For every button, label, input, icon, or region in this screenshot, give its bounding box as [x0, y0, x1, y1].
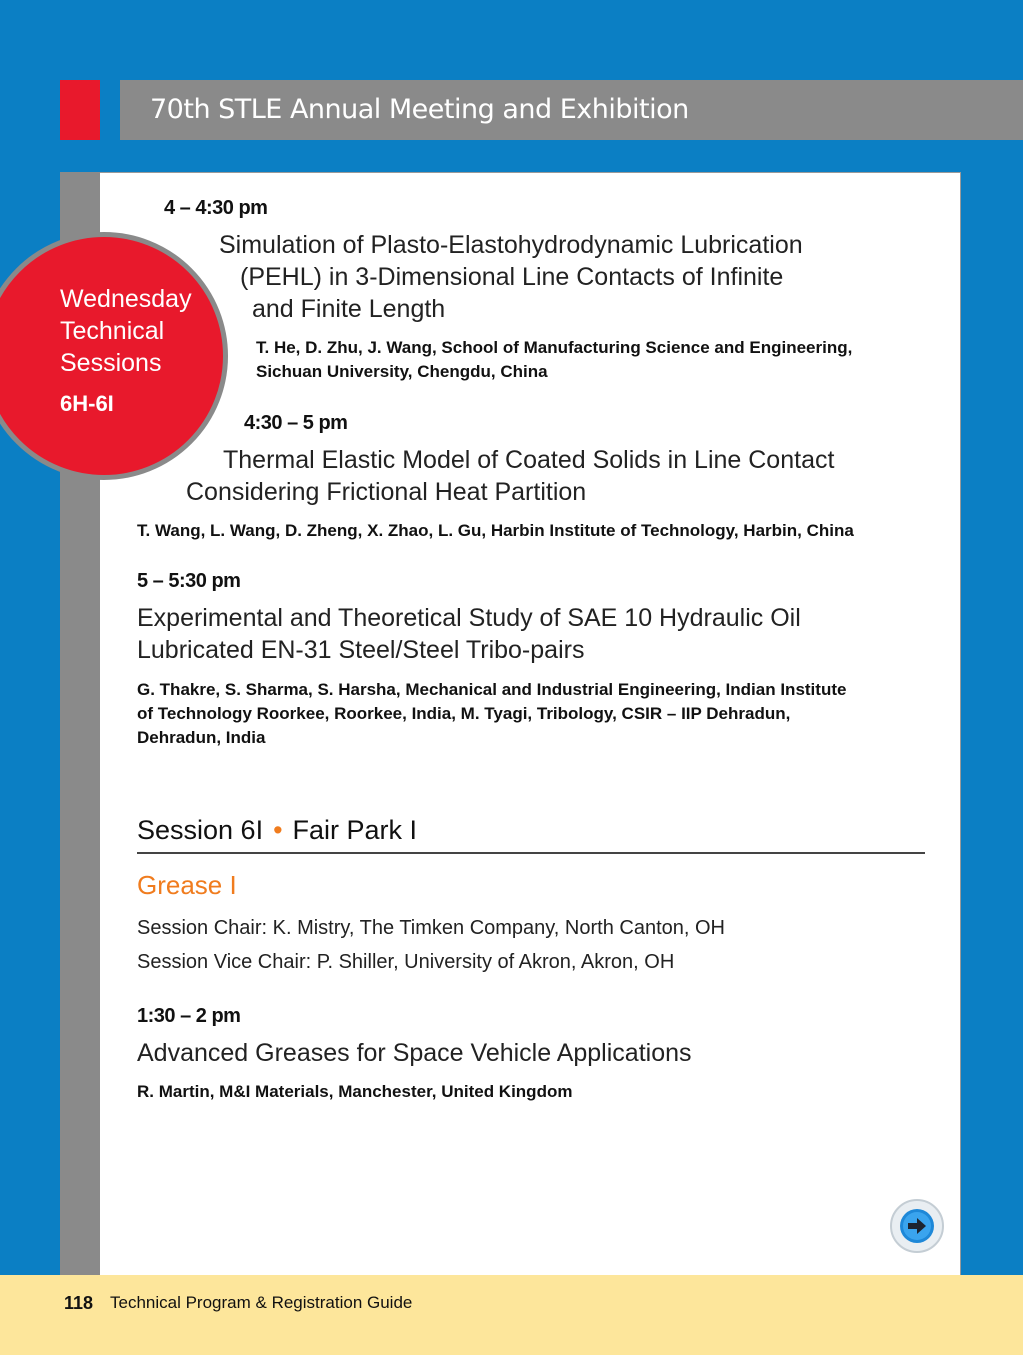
talk-1-authors-line-2: Sichuan University, Chengdu, China: [256, 362, 548, 381]
talk-1-time: 4 – 4:30 pm: [164, 197, 268, 219]
session-vice-chair: Session Vice Chair: P. Shiller, University of Akron, Akron, OH: [137, 951, 675, 973]
session-topic: Grease I: [137, 870, 237, 900]
day-badge-line-2: Technical: [60, 317, 165, 345]
talk-1-title-line-3: and Finite Length: [252, 295, 446, 323]
talk-3-authors-line-2: of Technology Roorkee, Roorkee, India, M. Tyagi, Tribology, CSIR – IIP Dehradun,: [137, 704, 791, 723]
session-name: Session 6I: [137, 815, 264, 845]
talk-3-title-line-2: Lubricated EN-31 Steel/Steel Tribo-pairs: [137, 636, 585, 664]
talk-1-authors-line-1: T. He, D. Zhu, J. Wang, School of Manufacturing Science and Engineering,: [256, 338, 853, 357]
session-separator: •: [273, 815, 283, 845]
session-talk-time: 1:30 – 2 pm: [137, 1005, 241, 1027]
talk-2-time: 4:30 – 5 pm: [244, 412, 348, 434]
arrow-right-icon: [899, 1208, 935, 1244]
session-divider: [137, 852, 925, 854]
page-number: 118: [64, 1293, 94, 1313]
header-bar: [120, 80, 1023, 140]
session-chair: Session Chair: K. Mistry, The Timken Company, North Canton, OH: [137, 917, 725, 939]
talk-3-title-line-1: Experimental and Theoretical Study of SAE 10 Hydraulic Oil: [137, 604, 801, 632]
day-badge-line-1: Wednesday: [60, 285, 192, 313]
day-badge-text: [60, 283, 192, 379]
session-talk-title: Advanced Greases for Space Vehicle Applications: [137, 1039, 692, 1067]
talk-2-title-line-2: Considering Frictional Heat Partition: [186, 478, 587, 506]
talk-3-authors-line-3: Dehradun, India: [137, 728, 266, 747]
next-page-button[interactable]: [890, 1199, 944, 1253]
footer-title: Technical Program & Registration Guide: [110, 1293, 413, 1312]
day-badge-code: 6H-6I: [60, 391, 114, 416]
session-talk-authors: R. Martin, M&I Materials, Manchester, United Kingdom: [137, 1082, 573, 1101]
talk-2-authors-line-1: T. Wang, L. Wang, D. Zheng, X. Zhao, L. Gu, Harbin Institute of Technology, Harbin, China: [137, 521, 854, 540]
session-heading: [137, 815, 417, 846]
talk-1-title-line-2: (PEHL) in 3-Dimensional Line Contacts of Infinite: [240, 263, 784, 291]
header-red-tab: [60, 80, 100, 140]
talk-2-title-line-1: Thermal Elastic Model of Coated Solids in Line Contact: [223, 446, 835, 474]
talk-1-title-line-1: Simulation of Plasto-Elastohydrodynamic Lubrication: [219, 231, 803, 259]
talk-3-time: 5 – 5:30 pm: [137, 570, 241, 592]
footer-bar: [0, 1275, 1023, 1355]
day-badge-line-3: Sessions: [60, 349, 162, 377]
talk-3-authors-line-1: G. Thakre, S. Sharma, S. Harsha, Mechanical and Industrial Engineering, Indian Institute: [137, 680, 847, 699]
header-title: 70th STLE Annual Meeting and Exhibition: [150, 94, 689, 125]
session-room: Fair Park I: [292, 815, 418, 845]
